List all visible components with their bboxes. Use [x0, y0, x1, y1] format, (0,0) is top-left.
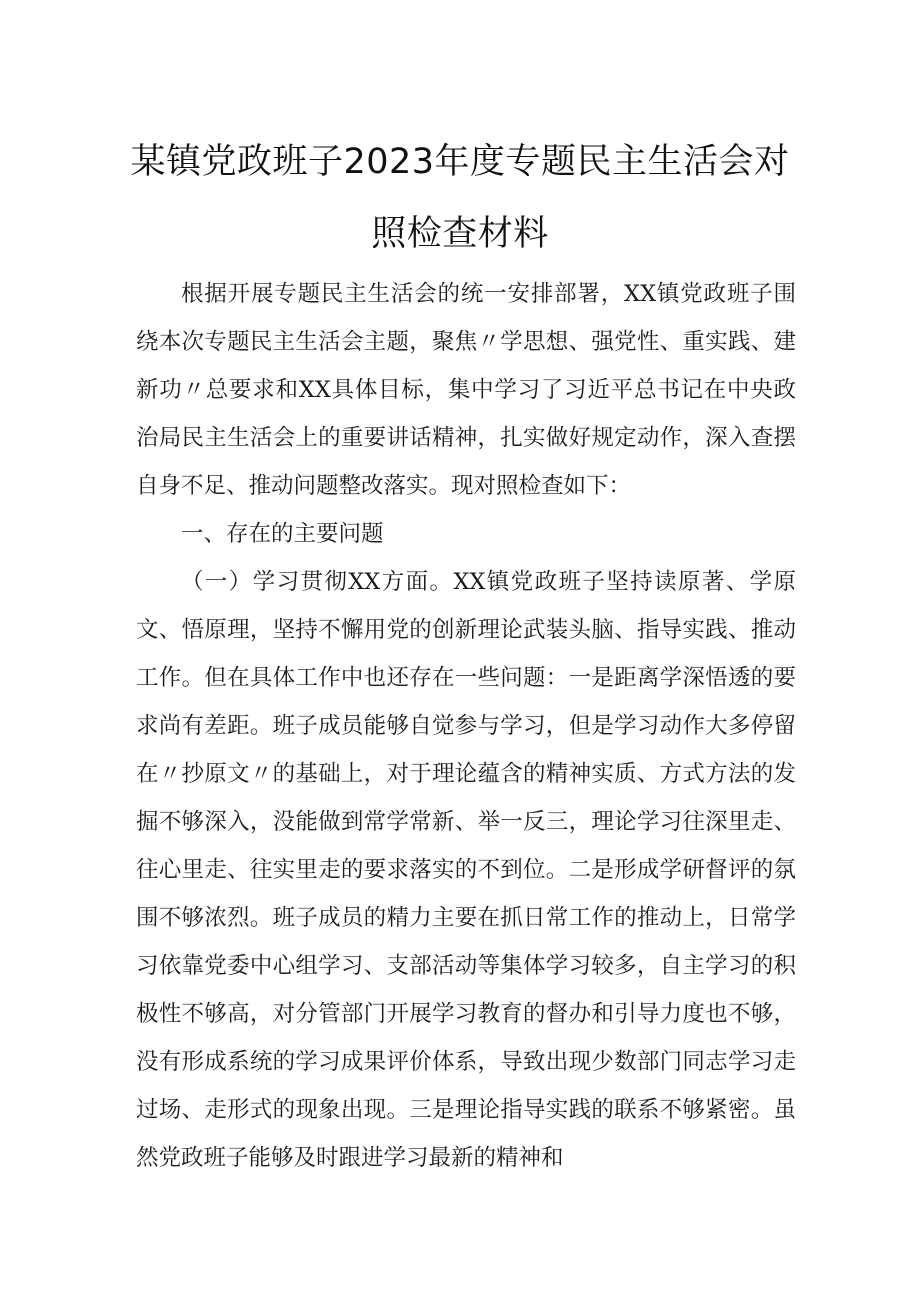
document-body [136, 270, 796, 1182]
body-paragraph: （一）学习贯彻XX方面。XX镇党政班子坚持读原著、学原文、悟原理，坚持不懈用党的创新理论武装头脑、指导实践、推动工作。但在具体工作中也还存在一些问题：一是距离学深悟透的要求尚有差距。班子成员能够自觉参与学习，但是学习动作大多停留在〃抄原文〃的基础上，对于理论蕴含的精神实质、方式方法的发掘不够深入，没能做到常学常新、举一反三，理论学习往深里走、往心里走、往实里走的要求落实的不到位。二是形成学研督评的氛围不够浓烈。班子成员的精力主要在抓日常工作的推动上，日常学习依靠党委中心组学习、支部活动等集体学习较多，自主学习的积极性不够高，对分管部门开展学习教育的督办和引导力度也不够，没有形成系统的学习成果评价体系，导致出现少数部门同志学习走过场、走形式的现象出现。三是理论指导实践的联系不够紧密。虽然党政班子能够及时跟进学习最新的精神和 [136, 569, 796, 1171]
intro-paragraph: 根据开展专题民主生活会的统一安排部署，XX镇党政班子围绕本次专题民主生活会主题，聚焦〃学思想、强党性、重实践、建新功〃总要求和XX具体目标，集中学习了习近平总书记在中央政治局民主生活会上的重要讲话精神，扎实做好规定动作，深入查摆自身不足、推动问题整改落实。现对照检查如下： [136, 281, 796, 499]
section-heading: 一、存在的主要问题 [181, 521, 384, 547]
document-title-line-2: 照检查材料 [371, 214, 549, 254]
document-title-line-1: 某镇党政班子2023年度专题民主生活会对 [130, 142, 790, 182]
